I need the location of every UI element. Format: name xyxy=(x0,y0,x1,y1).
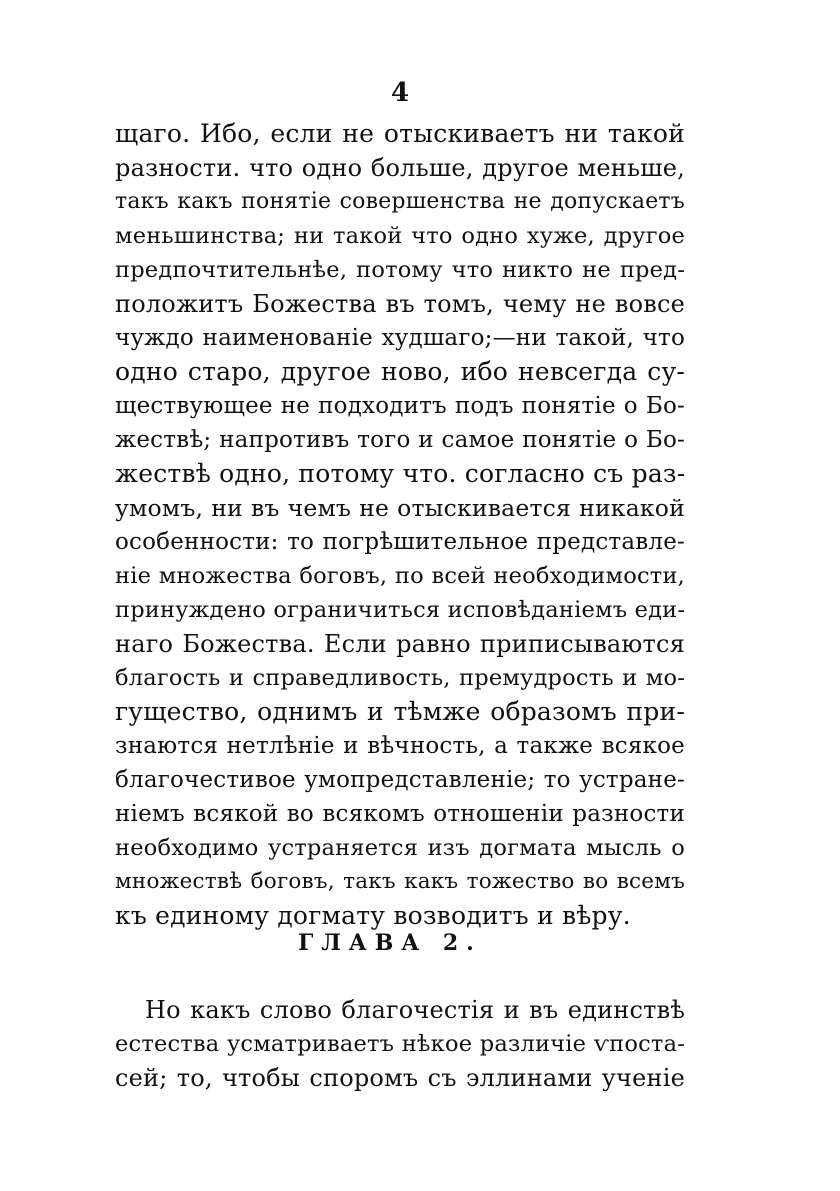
text-line: ществующее не подходитъ подъ понятіе о Бо- xyxy=(115,393,685,419)
text-line: разности. что одно больше, другое меньше, xyxy=(115,154,685,182)
text-line: ніемъ всякой во всякомъ отношеніи разности xyxy=(115,801,685,827)
text-line: меньшинства; ни такой что одно хуже, другое xyxy=(115,223,685,249)
text-line: знаются нетлѣніе и вѣчность, а также всякое xyxy=(115,733,685,759)
text-line: принуждено ограничиться исповѣданіемъ еди- xyxy=(115,597,686,623)
text-line: умомъ, ни въ чемъ не отыскивается никакой xyxy=(115,494,685,522)
text-line: положитъ Божества въ томъ, чему не вовсе xyxy=(115,290,685,318)
text-line: ніе множества боговъ, по всей необходимости, xyxy=(115,563,685,589)
chapter-paragraph xyxy=(115,993,685,1095)
text-line: одно старо, другое ново, ибо невсегда су- xyxy=(115,357,685,386)
text-line: предпочтительнѣе, потому что никто не пред- xyxy=(115,257,685,283)
text-line: благочестивое умопредставленіе; то устране- xyxy=(115,767,685,793)
text-line: необходимо устраняется изъ догмата мысль о xyxy=(115,835,685,861)
text-line: благость и справедливость, премудрость и мо- xyxy=(115,665,685,691)
chapter-heading: ГЛАВА 2. xyxy=(298,930,482,956)
page-number: 4 xyxy=(390,78,410,108)
text-line: чуждо наименованіе худшаго;—ни такой, что xyxy=(115,325,685,351)
paragraph-main xyxy=(115,117,685,933)
text-line: жествѣ одно, потому что. согласно съ раз- xyxy=(115,459,686,488)
text-line: естества усматриваетъ нѣкое различіе ѵпоста- xyxy=(115,1031,685,1057)
text-line: множествѣ боговъ, такъ какъ тожество во всемъ xyxy=(115,869,685,894)
text-line: такъ какъ понятіе совершенства не допускаетъ xyxy=(115,189,685,214)
text-line: особенности: то погрѣшительное представле- xyxy=(115,529,685,555)
text-line: жествѣ; напротивъ того и самое понятіе о Бо- xyxy=(115,427,685,453)
text-line: Но какъ слово благочестія и въ единствѣ xyxy=(145,996,685,1024)
text-line: гущество, однимъ и тѣмже образомъ при- xyxy=(115,697,685,726)
text-line: щаго. Ибо, если не отыскиваетъ ни такой xyxy=(115,119,685,148)
text-line: сей; то, чтобы споромъ съ эллинами ученіе xyxy=(115,1064,685,1092)
text-line: наго Божества. Если равно приписываются xyxy=(115,630,685,658)
text-line-last: къ единому догмату возводитъ и вѣру. xyxy=(115,901,631,930)
